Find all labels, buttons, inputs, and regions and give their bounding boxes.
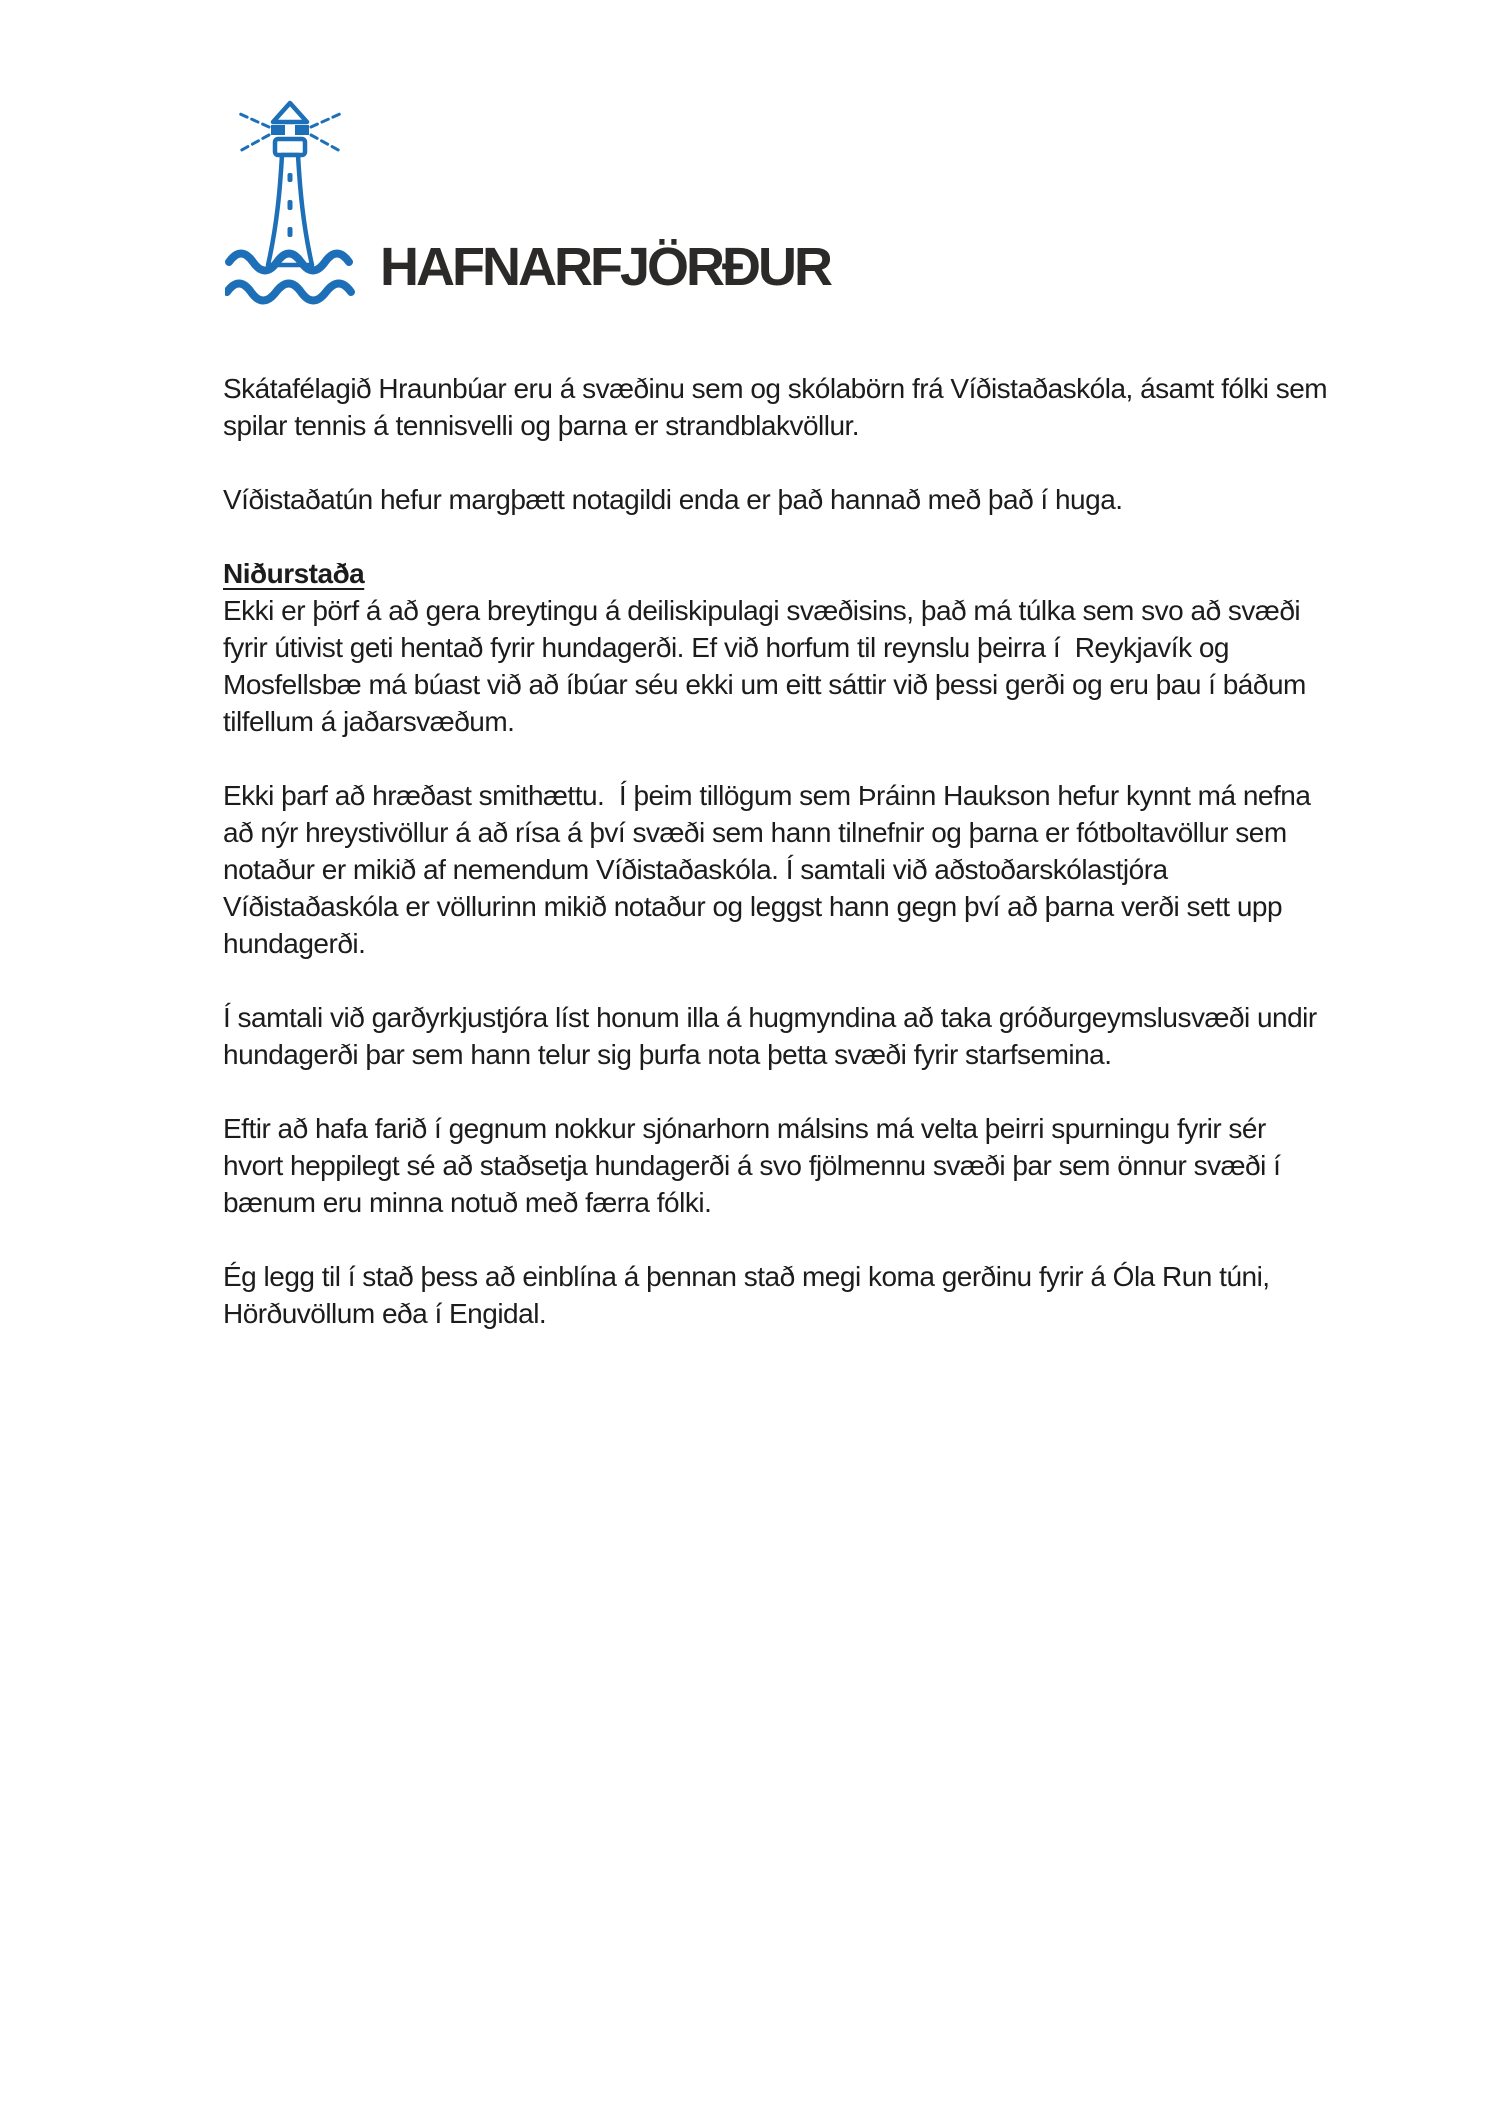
paragraph-line: að nýr hreystivöllur á að rísa á því svæði sem hann tilnefnir og þarna er fótboltavöllur sem <box>223 817 1287 848</box>
paragraph-line: Ekki þarf að hræðast smithættu. Í þeim tillögum sem Þráinn Haukson hefur kynnt má nefna <box>223 780 1311 811</box>
paragraph <box>223 592 1433 740</box>
paragraph-line: bænum eru minna notuð með færra fólki. <box>223 1187 712 1218</box>
tower-window <box>288 227 293 237</box>
logo-wordmark: HAFNARFJÖRÐUR <box>380 237 830 297</box>
paragraph-line: Hörðuvöllum eða í Engidal. <box>223 1298 547 1329</box>
tower-window <box>288 173 293 182</box>
lamp-right <box>295 125 309 135</box>
paragraph <box>223 999 1433 1073</box>
lamp-left <box>271 125 285 135</box>
light-beam <box>238 113 269 127</box>
light-beam <box>238 135 269 152</box>
light-beam <box>311 113 342 127</box>
light-beam <box>311 135 342 152</box>
paragraph-line: tilfellum á jaðarsvæðum. <box>223 706 515 737</box>
paragraph <box>223 1110 1433 1221</box>
paragraph-line: Skátafélagið Hraunbúar eru á svæðinu sem og skólabörn frá Víðistaðaskóla, ásamt fólki sem <box>223 373 1328 404</box>
paragraph-line: notaður er mikið af nemendum Víðistaðaskóla. Í samtali við aðstoðarskólastjóra <box>223 854 1168 885</box>
paragraph-line: hundagerði þar sem hann telur sig þurfa nota þetta svæði fyrir starfsemina. <box>223 1039 1112 1070</box>
paragraph-line: spilar tennis á tennisvelli og þarna er strandblakvöllur. <box>223 410 860 441</box>
lighthouse-gallery <box>275 139 305 155</box>
paragraph-line: hundagerði. <box>223 928 366 959</box>
lighthouse-roof <box>273 103 307 122</box>
paragraph <box>223 777 1433 962</box>
paragraph <box>223 370 1433 444</box>
lighthouse-logo-icon <box>225 95 355 305</box>
paragraph-line: Eftir að hafa farið í gegnum nokkur sjónarhorn málsins má velta þeirri spurningu fyrir sér <box>223 1113 1266 1144</box>
paragraph <box>223 1258 1433 1332</box>
paragraph-line: Víðistaðatún hefur margþætt notagildi enda er það hannað með það í huga. <box>223 484 1123 515</box>
paragraph <box>223 481 1433 518</box>
paragraph-line: Víðistaðaskóla er völlurinn mikið notaður og leggst hann gegn því að þarna verði sett upp <box>223 891 1283 922</box>
document-body <box>223 370 1433 1369</box>
paragraph-line: hvort heppilegt sé að staðsetja hundagerði á svo fjölmennu svæði þar sem önnur svæði í <box>223 1150 1281 1181</box>
paragraph-line: Ég legg til í stað þess að einblína á þennan stað megi koma gerðinu fyrir á Óla Run túni, <box>223 1261 1270 1292</box>
section-heading <box>223 555 1433 592</box>
wave-row <box>227 284 351 301</box>
paragraph-line: Mosfellsbæ má búast við að íbúar séu ekki um eitt sáttir við þessi gerði og eru þau í báðum <box>223 669 1306 700</box>
paragraph-line: fyrir útivist geti hentað fyrir hundagerði. Ef við horfum til reynslu þeirra í Reykjavík og <box>223 632 1229 663</box>
paragraph-line: Niðurstaða <box>223 558 365 589</box>
tower-window <box>288 200 293 210</box>
paragraph-line: Ekki er þörf á að gera breytingu á deiliskipulagi svæðisins, það má túlka sem svo að svæði <box>223 595 1301 626</box>
paragraph-line: Í samtali við garðyrkjustjóra líst honum illa á hugmyndina að taka gróðurgeymslusvæði undir <box>223 1002 1317 1033</box>
